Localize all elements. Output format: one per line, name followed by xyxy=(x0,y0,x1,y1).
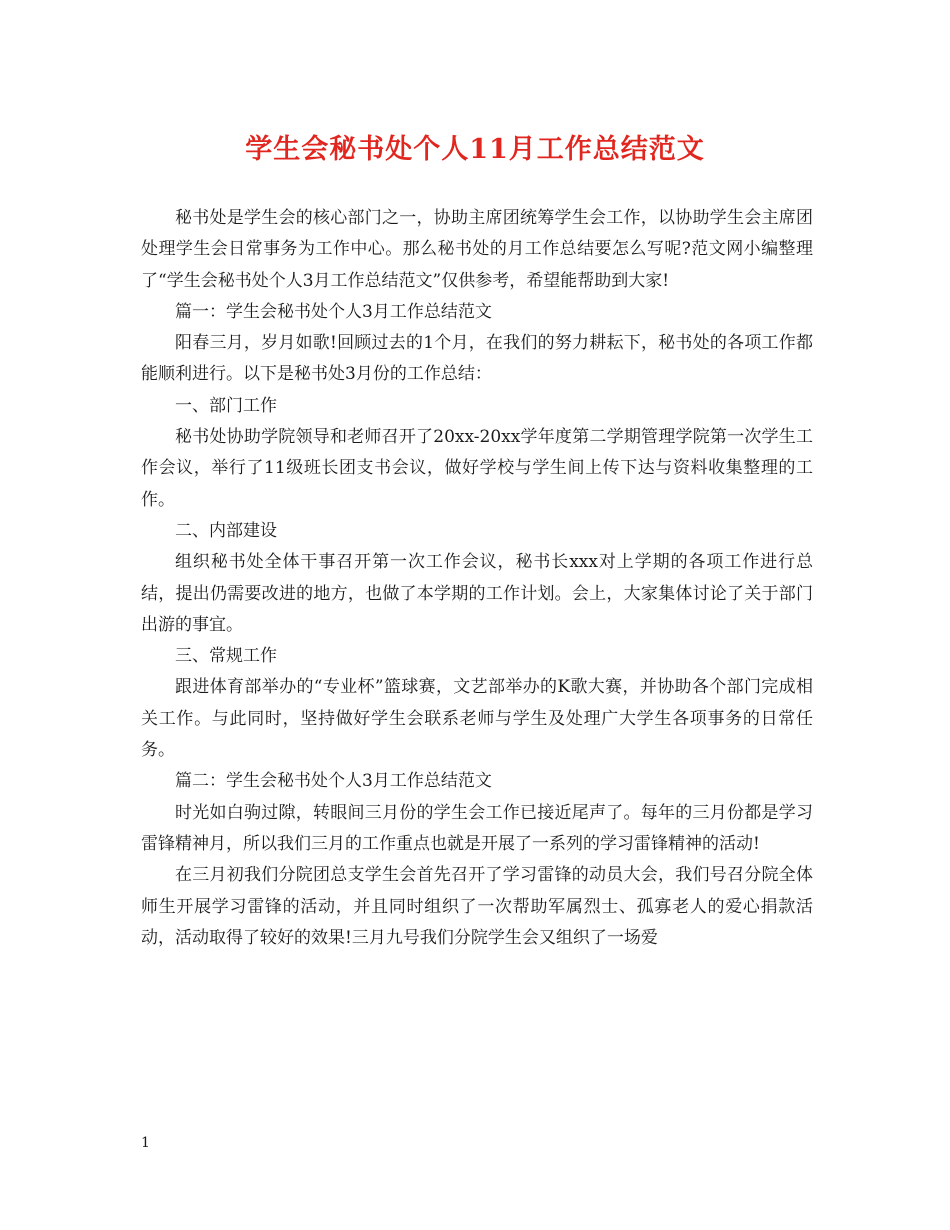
paragraph-section-heading-1: 篇一：学生会秘书处个人3月工作总结范文 xyxy=(175,301,492,322)
paragraph: 组织秘书处全体干事召开第一次工作会议，秘书长xxx对上学期的各项工作进行总结，提出仍需要改进的地方，也做了本学期的工作计划。会上，大家集体讨论了关于部门出游的事宜。 xyxy=(141,552,813,635)
document-title: 学生会秘书处个人11月工作总结范文 xyxy=(245,134,705,165)
paragraph-subheading: 三、常规工作 xyxy=(175,646,277,667)
paragraph-subheading: 二、内部建设 xyxy=(175,520,277,541)
paragraph: 在三月初我们分院团总支学生会首先召开了学习雷锋的动员大会，我们号召分院全体师生开展学习雷锋的活动，并且同时组织了一次帮助军属烈士、孤寡老人的爱心捐款活动，活动取得了较好的效果!三月九号我们分院学生会又组织了一场爱 xyxy=(141,865,813,948)
paragraph: 阳春三月，岁月如歌!回顾过去的1个月，在我们的努力耕耘下，秘书处的各项工作都能顺利进行。以下是秘书处3月份的工作总结： xyxy=(141,333,813,385)
paragraph-intro: 秘书处是学生会的核心部门之一，协助主席团统筹学生会工作，以协助学生会主席团处理学生会日常事务为工作中心。那么秘书处的月工作总结要怎么写呢?范文网小编整理了“学生会秘书处个人3月工作总结范文”仅供参考，希望能帮助到大家! xyxy=(141,208,813,291)
document-body xyxy=(141,203,813,954)
paragraph: 时光如白驹过隙，转眼间三月份的学生会工作已接近尾声了。每年的三月份都是学习雷锋精神月，所以我们三月的工作重点也就是开展了一系列的学习雷锋精神的活动! xyxy=(141,802,813,854)
paragraph-section-heading-2: 篇二：学生会秘书处个人3月工作总结范文 xyxy=(175,771,492,792)
paragraph: 秘书处协助学院领导和老师召开了20xx-20xx学年度第二学期管理学院第一次学生工作会议，举行了11级班长团支书会议，做好学校与学生间上传下达与资料收集整理的工作。 xyxy=(141,427,813,510)
page-number: 1 xyxy=(141,1135,150,1151)
paragraph: 跟进体育部举办的“专业杯”篮球赛，文艺部举办的K歌大赛，并协助各个部门完成相关工作。与此同时，坚持做好学生会联系老师与学生及处理广大学生各项事务的日常任务。 xyxy=(141,677,813,761)
paragraph-subheading: 一、部门工作 xyxy=(175,395,277,416)
